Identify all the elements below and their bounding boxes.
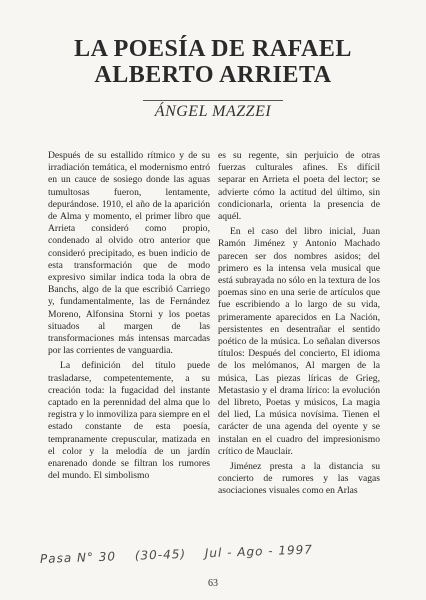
paragraph: es su regente, sin perjuicio de otras fuerzas culturales afines. Es difícil separar en Arrieta el poeta del lector; se advierte cómo la actitud del último, sin condicionarla, orienta la presencia de aquél.	[218, 150, 380, 223]
title-line-2: ALBERTO ARRIETA	[94, 62, 332, 88]
handwritten-annotation	[40, 542, 327, 566]
article-title	[0, 36, 426, 88]
annotation-date: Jul - Ago - 1997	[204, 542, 314, 561]
left-column	[48, 150, 210, 485]
annotation-journal: Pasa N° 30	[39, 549, 117, 566]
paragraph: Después de su estallido rítmico y de su irradiación temática, el modernismo entró en un cauce de sosiego donde las aguas tumultosas fueron, lentamente, depurándose. 1910, el año de la aparición de Alma y momento, el primer libro que Arrieta consideró como propio, condenado al olvido otro anterior que consideró precipitado, es buen indicio de esta transformación que de modo expresivo similar indica toda la obra de Banchs, algo de la que escribió Carriego y, fundamentalmente, las de Fernández Moreno, Alfonsina Storni y los poetas situados al margen de las transformaciones más intensas marcadas por las corrientes de vanguardia.	[48, 150, 210, 357]
annotation-pages: (30-45)	[134, 546, 187, 563]
page-number: 63	[208, 578, 218, 589]
paragraph: Jiménez presta a la distancia su concierto de rumores y las vagas asociaciones visuales como en Arlas	[218, 461, 380, 497]
right-column	[218, 150, 380, 501]
paragraph: La definición del título puede trasladarse, competentemente, a su creación toda: la fugacidad del instante captado en la perennidad del alma que lo registra y lo inmoviliza para siempre en el estado constante de esta poesía, tempranamente crepuscular, matizada en el color y la melodía de un jardín enarenado donde se filtran los rumores del mundo. El simbolismo	[48, 360, 210, 482]
title-line-1: LA POESÍA DE RAFAEL	[74, 36, 352, 62]
author-rule	[143, 100, 283, 101]
paragraph: En el caso del libro inicial, Juan Ramón Jiménez y Antonio Machado parecen ser dos nombres asidos; del primero es la intensa vela musical que está subrayada no sólo en la textura de los poemas sino en una serie de artículos que fue escribiendo a lo largo de su vida, primeramente aparecidos en La Nación, persistentes en desentrañar el sentido poético de la música. Lo señalan diversos títulos: Después del concierto, El idioma de los melómanos, Al margen de la música, Las piezas líricas de Grieg, Metastasio y el drama lírico: la evolución del libreto, Poetas y músicos, La magia del lied, La música novísima. Tienen el carácter de una agenda del oyente y se instalan en el cuadro del impresionismo crítico de Mauclair.	[218, 226, 380, 457]
author-name: ÁNGEL MAZZEI	[154, 103, 272, 120]
